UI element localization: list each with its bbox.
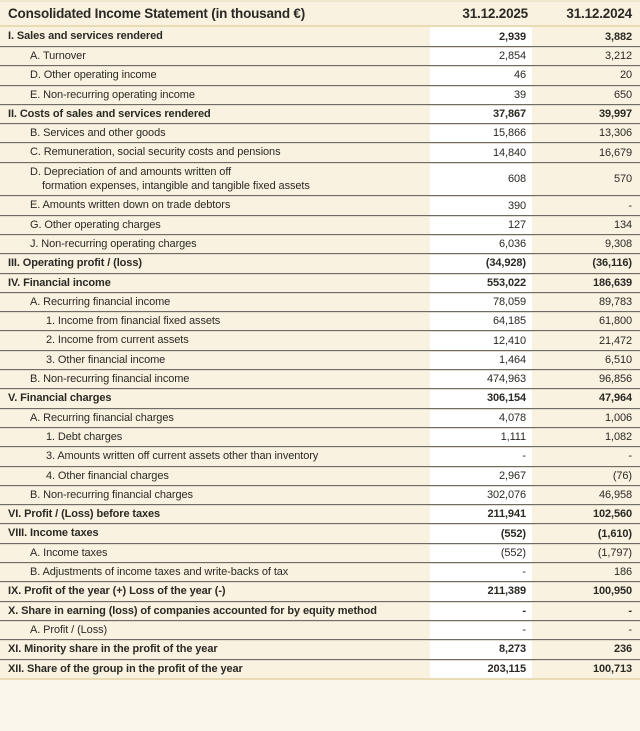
table-row [0, 27, 640, 46]
row-label [0, 66, 430, 84]
row-label [0, 409, 430, 427]
value-2024: 3,212 [604, 50, 632, 63]
table-row [0, 350, 640, 369]
value-2024: 186 [613, 566, 632, 579]
table-row [0, 562, 640, 581]
value-2024: 47,964 [598, 392, 632, 405]
row-label [0, 467, 430, 485]
value-2025: 4,078 [430, 409, 532, 427]
row-label [0, 447, 430, 465]
value-2025: 64,185 [430, 312, 532, 330]
row-label [0, 660, 430, 678]
value-2024: 89,783 [598, 296, 632, 308]
row-label-text: IX. Profit of the year (+) Loss of the year (-) [8, 585, 226, 598]
value-2024: 16,679 [598, 146, 632, 159]
row-label-text: E. Amounts written down on trade debtors [30, 199, 231, 212]
table-row [0, 311, 640, 330]
value-2024: 1,006 [604, 411, 632, 424]
row-label-text: X. Share in earning (loss) of companies accounted for by equity method [8, 604, 377, 617]
value-2025: 2,967 [430, 467, 532, 485]
value-2025: 37,867 [430, 105, 532, 123]
value-2025: 474,963 [430, 370, 532, 388]
row-label [0, 216, 430, 234]
value-2025: 2,939 [430, 27, 532, 46]
row-label-text: A. Recurring financial charges [30, 411, 174, 424]
table-row [0, 195, 640, 214]
row-label-text: A. Recurring financial income [30, 295, 171, 308]
row-label-text: C. Remuneration, social security costs and pensions [30, 146, 281, 159]
row-label-text: J. Non-recurring operating charges [30, 237, 197, 250]
row-label [0, 544, 430, 562]
table-row [0, 162, 640, 196]
column-header-2024: 31.12.2024 [566, 6, 632, 21]
row-label [0, 27, 430, 46]
row-label [0, 428, 430, 446]
page-title: Consolidated Income Statement (in thousand €) [8, 6, 306, 21]
value-2024: 1,082 [604, 431, 632, 444]
value-2024: 96,856 [598, 373, 632, 386]
row-label [0, 47, 430, 65]
value-2024: 3,882 [604, 30, 632, 43]
value-2024: 570 [613, 173, 632, 186]
row-label-text: B. Non-recurring financial charges [30, 488, 193, 501]
value-2024: - [628, 604, 632, 617]
value-2024: (36,116) [592, 257, 632, 270]
row-label-text: XII. Share of the group in the profit of the year [8, 662, 243, 675]
row-label [0, 524, 430, 542]
row-label [0, 105, 430, 123]
value-2025: 608 [430, 163, 532, 196]
row-label-text: B. Non-recurring financial income [30, 373, 190, 386]
row-label-text: V. Financial charges [8, 392, 112, 405]
value-2024: 186,639 [592, 276, 632, 289]
row-label-text-line2: formation expenses, intangible and tangible fixed assets [42, 180, 310, 193]
value-2024: (1,797) [597, 546, 632, 559]
table-row [0, 408, 640, 427]
table-header [0, 2, 640, 25]
value-2024: 100,713 [592, 662, 632, 675]
value-2024: 9,308 [604, 238, 632, 251]
value-2025: 78,059 [430, 293, 532, 311]
row-label-text: XI. Minority share in the profit of the year [8, 643, 218, 656]
table-row [0, 292, 640, 311]
table-row [0, 85, 640, 104]
value-2025: 211,389 [430, 582, 532, 600]
row-label-text: G. Other operating charges [30, 218, 161, 231]
value-2025: 203,115 [430, 660, 532, 678]
table-row [0, 234, 640, 253]
value-2025: - [430, 602, 532, 620]
value-2025: 14,840 [430, 143, 532, 161]
row-label [0, 86, 430, 104]
row-label [0, 196, 430, 214]
row-label-text: VI. Profit / (Loss) before taxes [8, 508, 161, 521]
value-2025: 6,036 [430, 235, 532, 253]
row-label-text: III. Operating profit / (loss) [8, 257, 142, 270]
row-label [0, 486, 430, 504]
row-label-text: 4. Other financial charges [46, 469, 169, 482]
value-2025: 12,410 [430, 331, 532, 349]
value-2025: 302,076 [430, 486, 532, 504]
value-2024: 20 [619, 69, 632, 82]
row-label [0, 312, 430, 330]
row-label [0, 274, 430, 292]
table-row [0, 273, 640, 292]
table-row [0, 639, 640, 658]
row-label [0, 235, 430, 253]
value-2025: 2,854 [430, 47, 532, 65]
row-label-text: E. Non-recurring operating income [30, 88, 195, 101]
value-2025: (34,928) [430, 254, 532, 272]
table-row [0, 427, 640, 446]
row-label-text: A. Turnover [30, 50, 86, 62]
row-label-text: I. Sales and services rendered [8, 30, 163, 43]
row-label [0, 351, 430, 369]
row-label [0, 331, 430, 349]
value-2024: - [628, 450, 632, 463]
value-2024: - [628, 199, 632, 212]
row-label [0, 582, 430, 600]
table-row [0, 215, 640, 234]
row-label [0, 254, 430, 272]
table-row [0, 369, 640, 388]
value-2025: 390 [430, 196, 532, 214]
row-label [0, 143, 430, 161]
value-2025: (552) [430, 544, 532, 562]
row-label [0, 124, 430, 142]
row-label-text: A. Income taxes [30, 546, 108, 559]
row-label [0, 602, 430, 620]
value-2024: (76) [612, 469, 632, 482]
row-label [0, 293, 430, 311]
row-label-text: IV. Financial income [8, 276, 111, 289]
value-2024: 21,472 [598, 334, 632, 347]
value-2025: 46 [430, 66, 532, 84]
value-2025: - [430, 621, 532, 639]
table-row [0, 253, 640, 272]
value-2024: 61,800 [598, 315, 632, 328]
value-2024: 39,997 [598, 108, 632, 121]
row-label-text: 3. Other financial income [46, 353, 166, 366]
row-label-text: D. Depreciation of and amounts written off [30, 165, 232, 178]
row-label-text: 1. Income from financial fixed assets [46, 315, 221, 328]
table-row [0, 466, 640, 485]
table-row [0, 65, 640, 84]
value-2024: 46,958 [598, 488, 632, 501]
value-2025: 15,866 [430, 124, 532, 142]
row-label [0, 505, 430, 523]
value-2025: - [430, 563, 532, 581]
value-2024: 13,306 [598, 127, 632, 140]
value-2025: 39 [430, 86, 532, 104]
row-label-text: B. Services and other goods [30, 127, 166, 140]
table-row [0, 388, 640, 407]
gold-divider-bottom [0, 678, 640, 680]
row-label-text: A. Profit / (Loss) [30, 623, 108, 636]
table-row [0, 543, 640, 562]
value-2025: 1,111 [430, 428, 532, 446]
column-header-2025: 31.12.2025 [462, 6, 528, 21]
table-row [0, 581, 640, 600]
row-label-text: 1. Debt charges [46, 430, 123, 443]
row-label-text: 2. Income from current assets [46, 334, 189, 347]
value-2024: 100,950 [592, 585, 632, 598]
row-label [0, 621, 430, 639]
value-2024: (1,610) [597, 527, 632, 540]
row-label-text: 3. Amounts written off current assets other than inventory [46, 450, 319, 463]
row-label [0, 389, 430, 407]
value-2024: - [628, 624, 632, 637]
row-label [0, 563, 430, 581]
table-row [0, 104, 640, 123]
table-body [0, 27, 640, 678]
table-row [0, 620, 640, 639]
value-2025: 553,022 [430, 274, 532, 292]
value-2025: 127 [430, 216, 532, 234]
value-2024: 236 [613, 643, 632, 656]
value-2025: (552) [430, 524, 532, 542]
value-2024: 134 [613, 218, 632, 231]
row-label [0, 370, 430, 388]
row-label-text: D. Other operating income [30, 69, 157, 82]
value-2025: 306,154 [430, 389, 532, 407]
row-label [0, 163, 430, 196]
table-row [0, 142, 640, 161]
table-row [0, 46, 640, 65]
table-row [0, 523, 640, 542]
table-row [0, 601, 640, 620]
table-row [0, 330, 640, 349]
value-2025: 8,273 [430, 640, 532, 658]
value-2024: 6,510 [604, 353, 632, 366]
table-row [0, 659, 640, 678]
row-label-text: B. Adjustments of income taxes and write-backs of tax [30, 566, 289, 579]
row-label-text: II. Costs of sales and services rendered [8, 107, 211, 120]
row-label [0, 640, 430, 658]
value-2025: 1,464 [430, 351, 532, 369]
table-row [0, 123, 640, 142]
table-row [0, 504, 640, 523]
row-label-text: VIII. Income taxes [8, 527, 99, 540]
value-2024: 102,560 [592, 508, 632, 521]
table-row [0, 446, 640, 465]
value-2025: - [430, 447, 532, 465]
value-2025: 211,941 [430, 505, 532, 523]
value-2024: 650 [613, 88, 632, 101]
table-row [0, 485, 640, 504]
